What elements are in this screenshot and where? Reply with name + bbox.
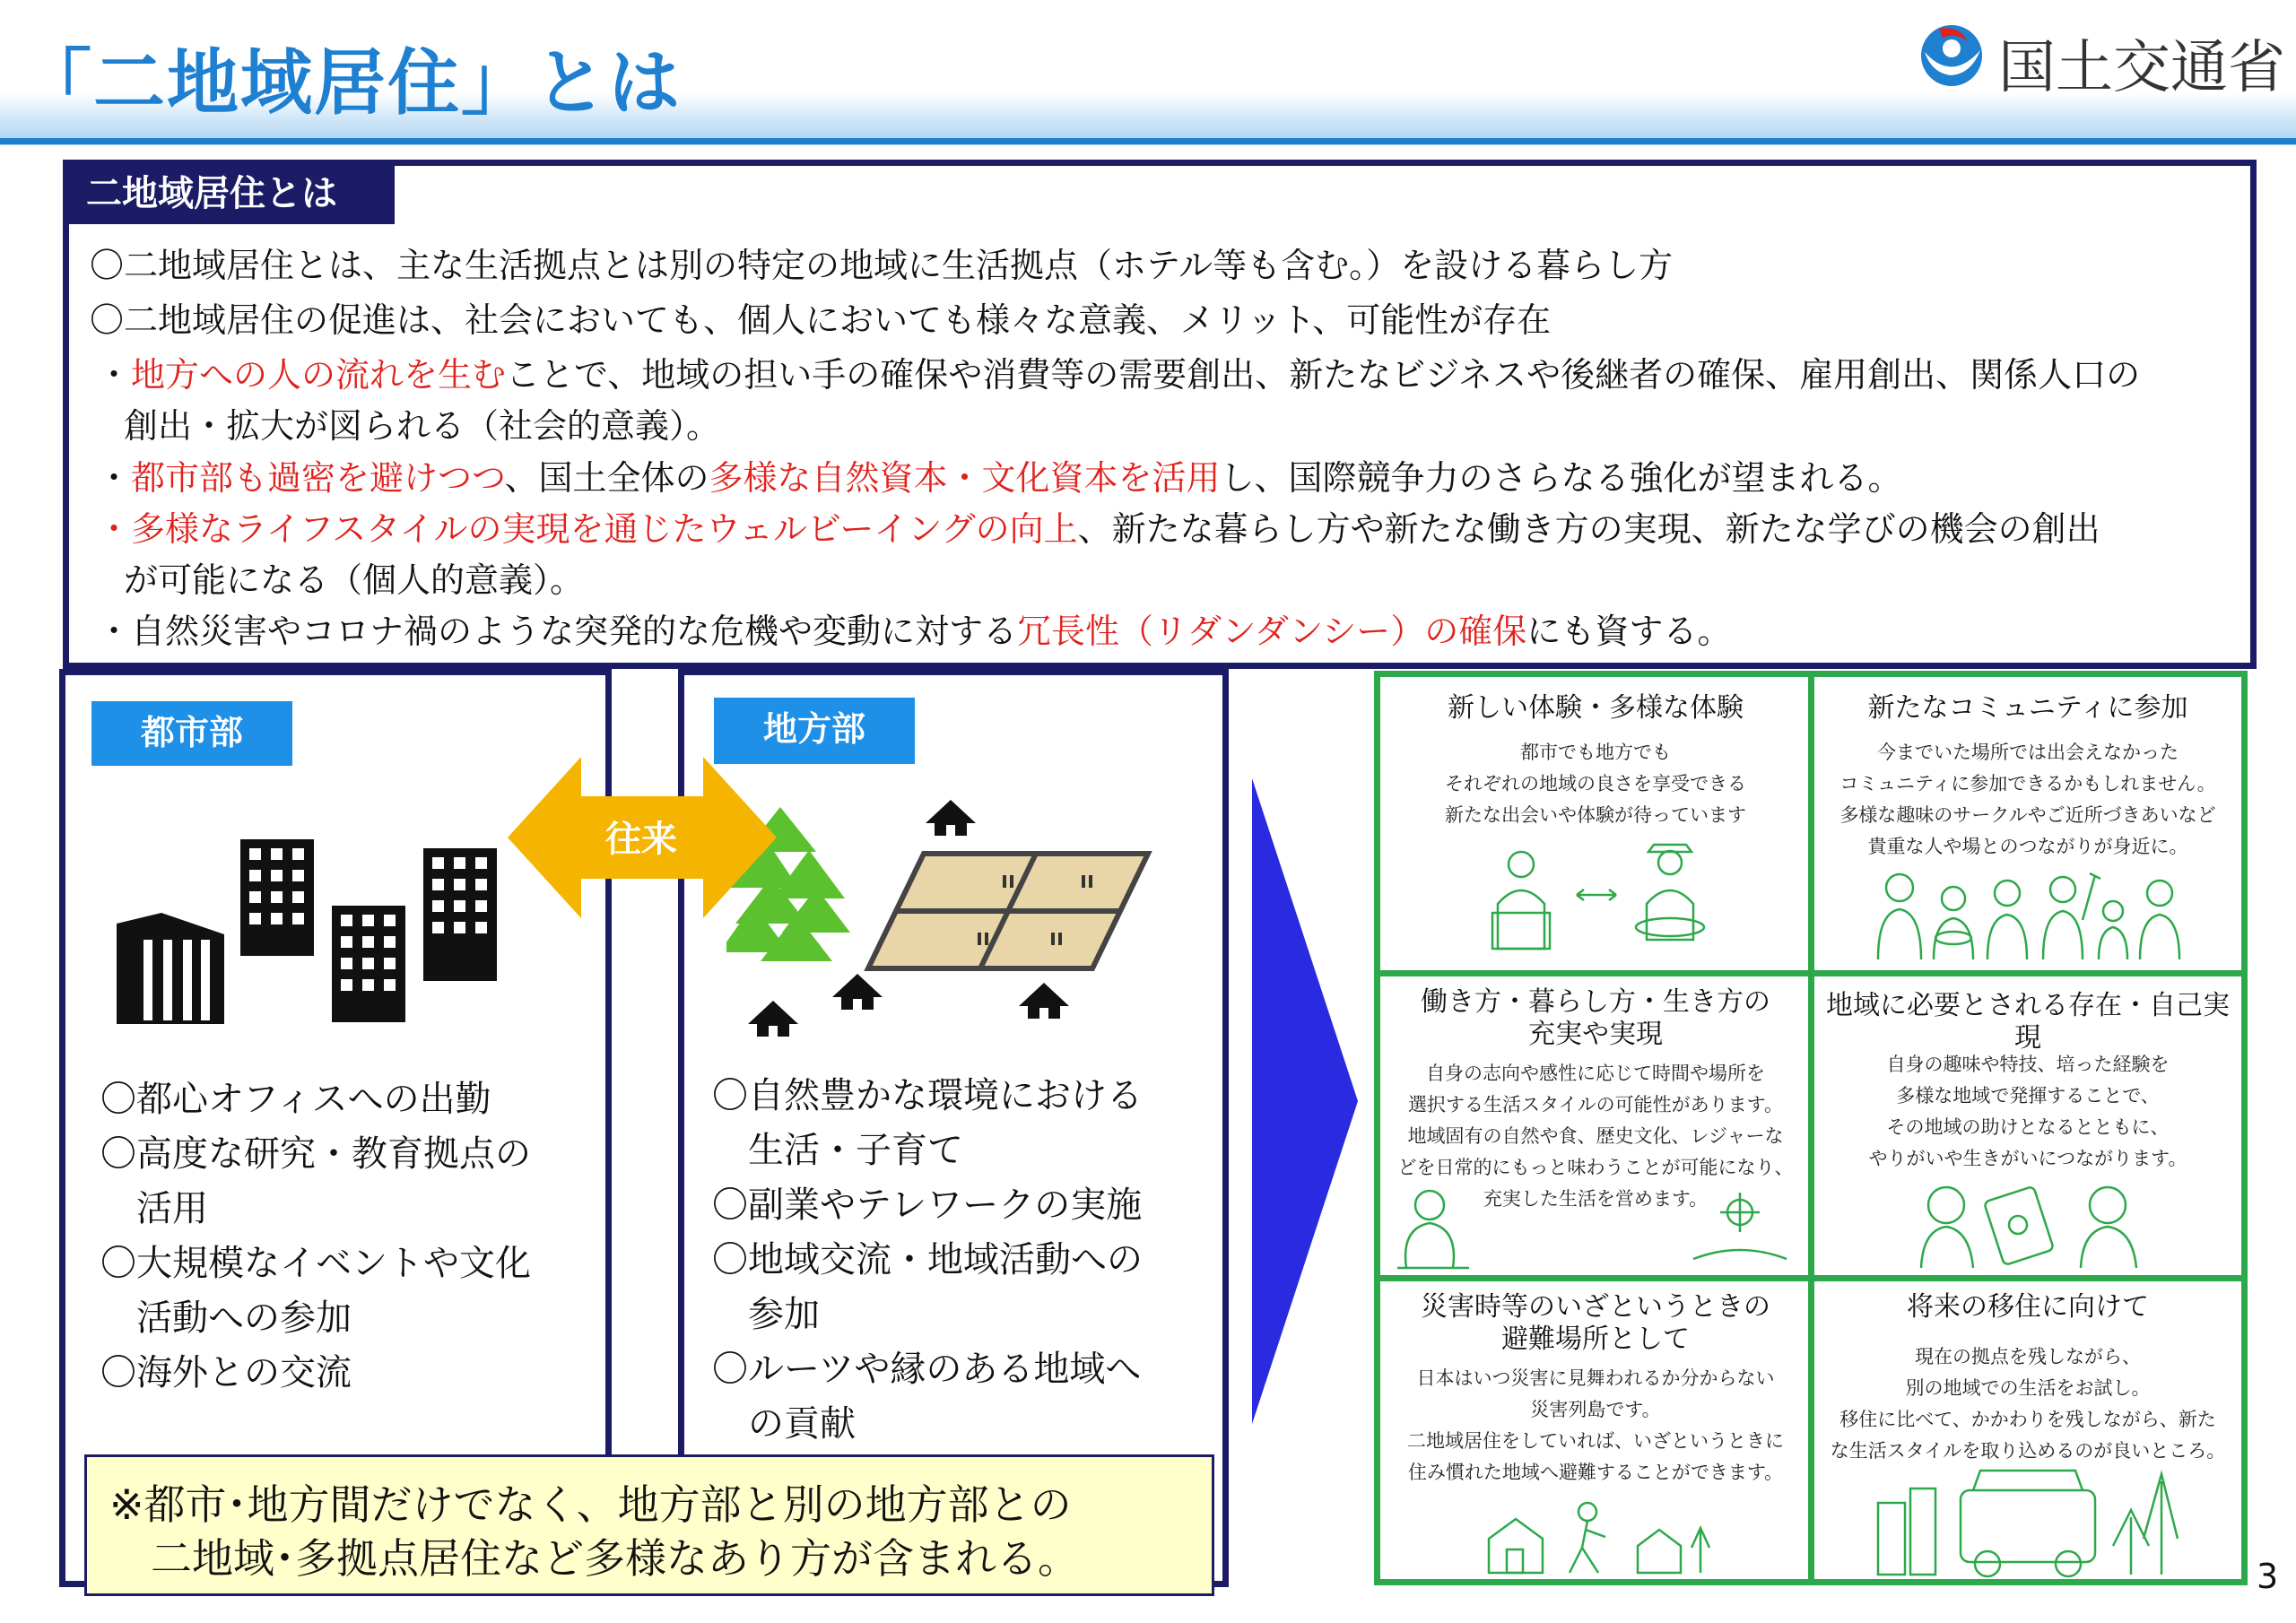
page-title: 「二地域居住」とは: [20, 41, 682, 125]
bullet-4: [97, 603, 1731, 653]
bullet-1: [97, 347, 2140, 396]
cell-heading: [1815, 990, 2240, 1055]
text-line: 都市でも地方でも: [1520, 742, 1671, 763]
list-item: 〇ルーツや縁のある地域へ: [712, 1349, 1142, 1390]
list-item: 活動への参加: [100, 1298, 352, 1339]
text-line: 選択する生活スタイルの可能性があります。: [1408, 1094, 1783, 1115]
bullet-2: [97, 450, 1902, 499]
cell-heading: [1815, 1291, 2240, 1324]
bullet-text: ことで、地域の担い手の確保や消費等の需要創出、新たなビジネスや後継者の確保、雇用創出、関係人口の: [506, 355, 2141, 395]
cell-text: [1810, 737, 2246, 863]
list-item: 〇大規模なイベントや文化: [100, 1243, 531, 1284]
text-line: 自身の趣味や特技、培った経験を: [1886, 1054, 2170, 1075]
list-item: 生活・子育て: [712, 1130, 963, 1171]
emphasis-text: 冗長性（リダンダンシー）の確保: [1017, 612, 1527, 651]
bullet-mark: ・: [97, 509, 132, 549]
community-people-illustration: [1871, 866, 2187, 963]
cell-heading: [1383, 986, 1808, 1051]
bullet-mark: ・: [97, 458, 132, 498]
text-line: 災害列島です。: [1530, 1399, 1661, 1420]
bullet-3-continued: が可能になる（個人的意義）。: [124, 560, 585, 600]
cell-text: [1378, 737, 1813, 831]
list-item: 〇副業やテレワークの実施: [712, 1185, 1143, 1226]
cell-heading: [1383, 1291, 1808, 1356]
bullet-text: 、国土全体の: [504, 458, 709, 498]
list-item: 〇海外との交流: [100, 1352, 352, 1393]
text-line: 充実した生活を営めます。: [1483, 1188, 1709, 1210]
header-rule: [0, 138, 2296, 144]
heading-line: 新しい体験・多様な体験: [1448, 692, 1744, 724]
self-realization-illustration: [1910, 1175, 2152, 1270]
urban-label: 都市部: [91, 701, 292, 766]
definition-line-2: 〇二地域居住の促進は、社会においても、個人においても様々な意義、メリット、可能性が存在: [90, 300, 1552, 340]
text-line: 移住に比べて、かかわりを残しながら、新た: [1839, 1409, 2216, 1430]
text-line: 多様な地域で発揮することで、: [1896, 1085, 2160, 1107]
text-line: 貴重な人や場とのつながりが身近に。: [1867, 836, 2188, 857]
text-line: 地域固有の自然や食、歴史文化、レジャーな: [1407, 1125, 1784, 1147]
grid-divider-horizontal: [1378, 970, 2244, 976]
cell-text: [1810, 1049, 2246, 1175]
list-item: 活用: [100, 1188, 208, 1229]
heading-line: 働き方・暮らし方・生き方の: [1421, 986, 1770, 1018]
cell-text: [1810, 1341, 2246, 1467]
list-item: 参加: [712, 1294, 820, 1335]
text-line: やりがいや生きがいにつながります。: [1868, 1148, 2187, 1169]
ministry-logo-icon: [1916, 20, 1987, 90]
countryside-icon: [726, 798, 1157, 1067]
cell-heading: [1383, 692, 1808, 725]
cell-heading: [1815, 692, 2240, 725]
bullet-text: し、国際競争力のさらなる強化が望まれる。: [1220, 458, 1902, 498]
text-line: 今までいた場所では出会えなかった: [1877, 742, 2179, 763]
note-line-1: ※都市･地方間だけでなく、地方部と別の地方部との: [109, 1480, 1072, 1529]
ministry-name: 国土交通省: [1998, 35, 2285, 101]
emphasis-text: 多様な自然資本・文化資本を活用: [709, 458, 1221, 498]
list-item: 〇地域交流・地域活動への: [712, 1239, 1143, 1280]
lifestyle-illustration: [1388, 1178, 1810, 1271]
text-line: どを日常的にもっと味わうことが可能になり、: [1397, 1157, 1794, 1178]
text-line: 二地域居住をしていれば、いざというときに: [1407, 1430, 1784, 1452]
result-arrow-icon: [1252, 778, 1358, 1424]
emphasis-text: 地方への人の流れを生む: [131, 355, 507, 395]
text-line: 新たな出会いや体験が待っています: [1445, 804, 1746, 826]
text-line: コミュニティに参加できるかもしれません。: [1839, 773, 2216, 794]
bullet-text: ・自然災害やコロナ禍のような突発的な危機や変動に対する: [97, 612, 1018, 651]
emphasis-text: 都市部も過密を避けつつ: [131, 458, 505, 498]
heading-line: 将来の移住に向けて: [1907, 1291, 2149, 1323]
list-item: の貢献: [712, 1403, 856, 1445]
people-meeting-illustration: [1471, 841, 1722, 958]
arrow-label: 往来: [605, 819, 677, 860]
list-item: 〇高度な研究・教育拠点の: [100, 1133, 531, 1175]
text-line: 自身の志向や感性に応じて時間や場所を: [1426, 1063, 1765, 1084]
rural-label: 地方部: [714, 698, 915, 764]
bullet-text: 、新たな暮らし方や新たな働き方の実現、新たな学びの機会の創出: [1077, 509, 2100, 549]
list-item: 〇都心オフィスへの出勤: [100, 1079, 491, 1120]
emphasis-text: 多様なライフスタイルの実現を通じたウェルビーイングの向上: [131, 509, 1078, 549]
page-number: 3: [2257, 1557, 2279, 1596]
cell-text: [1378, 1363, 1813, 1488]
bullet-mark: ・: [97, 355, 132, 395]
text-line: 別の地域での生活をお試し。: [1905, 1377, 2151, 1399]
bullet-text: にも資する。: [1526, 612, 1732, 651]
grid-divider-horizontal: [1378, 1275, 2244, 1281]
text-line: それぞれの地域の良さを享受できる: [1445, 773, 1746, 794]
heading-line: 地域に必要とされる存在・自己実現: [1826, 990, 2230, 1054]
text-line: 多様な趣味のサークルやご近所づきあいなど: [1839, 804, 2216, 826]
list-item: 〇自然豊かな環境における: [712, 1075, 1143, 1116]
heading-line: 避難場所として: [1501, 1324, 1690, 1355]
note-line-2: 二地域･多拠点居住など多様なあり方が含まれる。: [109, 1534, 1079, 1583]
text-line: 現在の拠点を残しながら、: [1915, 1346, 2141, 1367]
text-line: その地域の助けとなるとともに、: [1886, 1116, 2170, 1138]
heading-line: 充実や実現: [1528, 1019, 1663, 1050]
evacuation-illustration: [1480, 1492, 1722, 1578]
text-line: な生活スタイルを取り込めるのが良いところ。: [1830, 1440, 2226, 1462]
bullet-3: [97, 501, 2100, 551]
rural-list: [712, 1069, 1143, 1452]
city-buildings-icon: [108, 834, 520, 1031]
heading-line: 災害時等のいざというときの: [1421, 1291, 1770, 1323]
text-line: 住み慣れた地域へ避難することができます。: [1407, 1462, 1784, 1483]
definition-tab: 二地域居住とは: [66, 163, 395, 224]
definition-line-1: 〇二地域居住とは、主な生活拠点とは別の特定の地域に生活拠点（ホテル等も含む。）を設ける暮らし方: [90, 246, 1674, 285]
bullet-1-continued: 創出・拡大が図られる（社会的意義）。: [124, 406, 721, 446]
text-line: 日本はいつ災害に見舞われるか分からない: [1416, 1367, 1775, 1389]
relocation-car-illustration: [1874, 1463, 2179, 1580]
urban-list: [100, 1072, 531, 1401]
heading-line: 新たなコミュニティに参加: [1867, 692, 2188, 724]
